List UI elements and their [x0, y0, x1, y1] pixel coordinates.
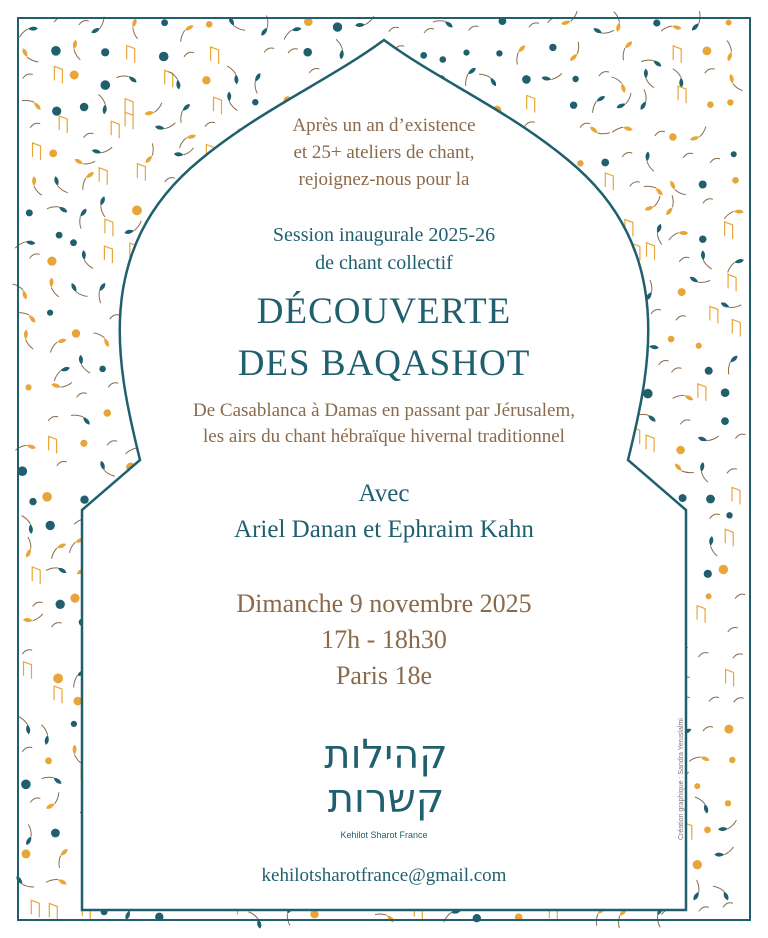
title-line-1: DÉCOUVERTE [256, 291, 512, 332]
kehilot-sharot-logo [300, 732, 472, 828]
contact-email[interactable]: kehilotsharotfrance@gmail.com [261, 865, 507, 886]
logo-hebrew-line-1: קהילות [324, 732, 448, 778]
avec-label: Avec [358, 480, 410, 507]
event-date: Dimanche 9 novembre 2025 [236, 589, 532, 618]
design-credit: Création graphique : Sandra Yeruslalmi [678, 718, 685, 840]
intro-line-2: et 25+ ateliers de chant, [293, 142, 475, 163]
logo-hebrew-line-2: קשרות [327, 776, 445, 822]
title-line-2: DES BAQASHOT [237, 343, 531, 384]
intro-line-1: Après un an d’existence [292, 115, 476, 136]
org-name: Kehilot Sharot France [340, 830, 428, 840]
session-line-2: de chant collectif [315, 252, 453, 274]
session-line-1: Session inaugurale 2025-26 [272, 224, 496, 246]
event-place: Paris 18e [335, 661, 433, 690]
event-time: 17h - 18h30 [321, 625, 447, 654]
subtitle-line-1: De Casablanca à Damas en passant par Jérusalem, [193, 400, 575, 421]
intro-line-3: rejoignez-nous pour la [298, 169, 470, 190]
subtitle-line-2: les airs du chant hébraïque hivernal traditionnel [203, 426, 565, 447]
host-names: Ariel Danan et Ephraim Kahn [234, 516, 534, 543]
